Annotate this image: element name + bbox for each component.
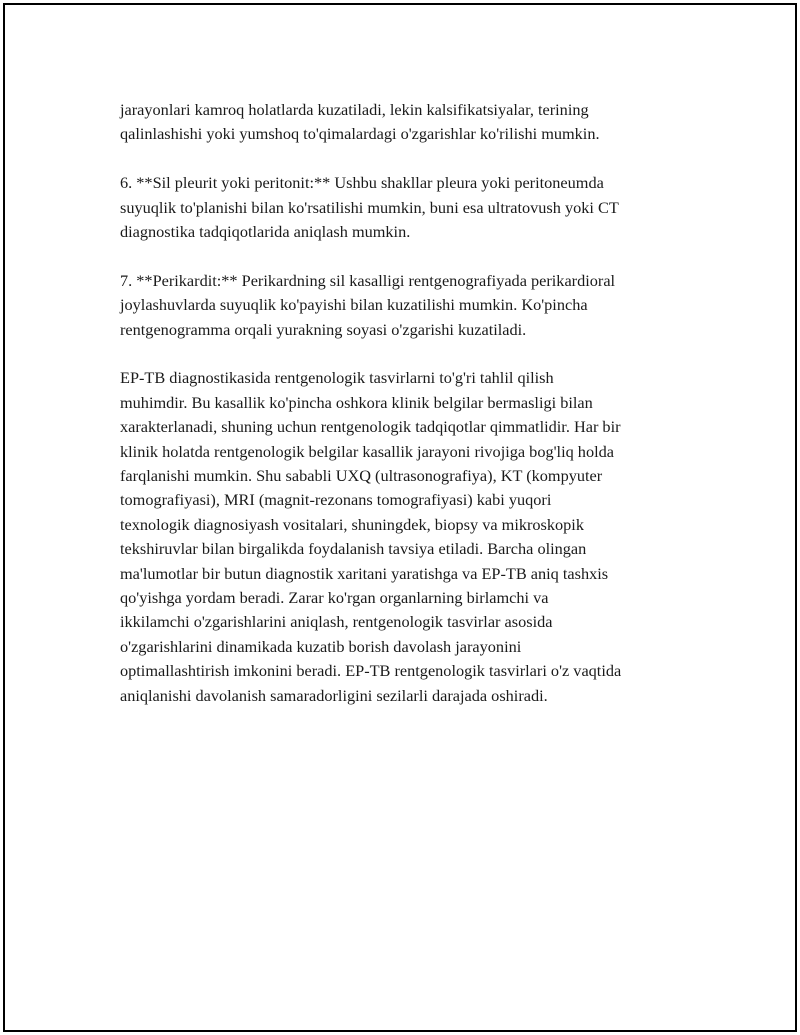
text-line: optimallashtirish imkonini beradi. EP-TB rentgenologik tasvirlari o'z vaqtida	[120, 661, 622, 681]
text-line: 7. **Perikardit:** Perikardning sil kasalligi rentgenografiyada perikardioral	[120, 270, 616, 290]
text-line: diagnostika tadqiqotlarida aniqlash mumkin.	[120, 222, 411, 242]
text-line: texnologik diagnosiyash vositalari, shuningdek, biopsy va mikroskopik	[120, 514, 584, 534]
text-line: qalinlashishi yoki yumshoq to'qimalardagi o'zgarishlar ko'rilishi mumkin.	[120, 124, 600, 144]
text-line: ma'lumotlar bir butun diagnostik xaritani yaratishga va EP-TB aniq tashxis	[120, 563, 609, 583]
page-border	[3, 3, 797, 1032]
text-line: jarayonlari kamroq holatlarda kuzatiladi, lekin kalsifikatsiyalar, terining	[120, 100, 589, 119]
text-line: muhimdir. Bu kasallik ko'pincha oshkora klinik belgilar bermasligi bilan	[120, 392, 593, 412]
text-line: joylashuvlarda suyuqlik ko'payishi bilan kuzatilishi mumkin. Ko'pincha	[120, 295, 588, 315]
text-line: EP-TB diagnostikasida rentgenologik tasvirlarni to'g'ri tahlil qilish	[120, 368, 554, 388]
text-line: ikkilamchi o'zgarishlarini aniqlash, rentgenologik tasvirlar asosida	[120, 612, 553, 632]
text-line: qo'yishga yordam beradi. Zarar ko'rgan organlarning birlamchi va	[120, 588, 549, 608]
paragraph-continuation	[120, 98, 695, 147]
paragraph-item-7	[120, 269, 695, 342]
text-line: xarakterlanadi, shuning uchun rentgenologik tadqiqotlar qimmatlidir. Har bir	[120, 417, 621, 437]
paragraph-summary	[120, 366, 695, 708]
text-line: 6. **Sil pleurit yoki peritonit:** Ushbu shakllar pleura yoki peritoneumda	[120, 173, 604, 193]
text-line: rentgenogramma orqali yurakning soyasi o'zgarishi kuzatiladi.	[120, 319, 527, 339]
text-line: tomografiyasi), MRI (magnit-rezonans tomografiyasi) kabi yuqori	[120, 490, 552, 510]
text-line: aniqlanishi davolanish samaradorligini sezilarli darajada oshiradi.	[120, 685, 548, 705]
paragraph-item-6	[120, 171, 695, 244]
text-line: suyuqlik to'planishi bilan ko'rsatilishi mumkin, buni esa ultratovush yoki CT	[120, 197, 619, 217]
text-line: klinik holatda rentgenologik belgilar kasallik jarayoni rivojiga bog'liq holda	[120, 441, 614, 461]
text-line: farqlanishi mumkin. Shu sababli UXQ (ultrasonografiya), KT (kompyuter	[120, 466, 603, 486]
document-body	[120, 98, 695, 733]
text-line: o'zgarishlarini dinamikada kuzatib borish davolash jarayonini	[120, 636, 522, 656]
text-line: tekshiruvlar bilan birgalikda foydalanish tavsiya etiladi. Barcha olingan	[120, 539, 587, 559]
